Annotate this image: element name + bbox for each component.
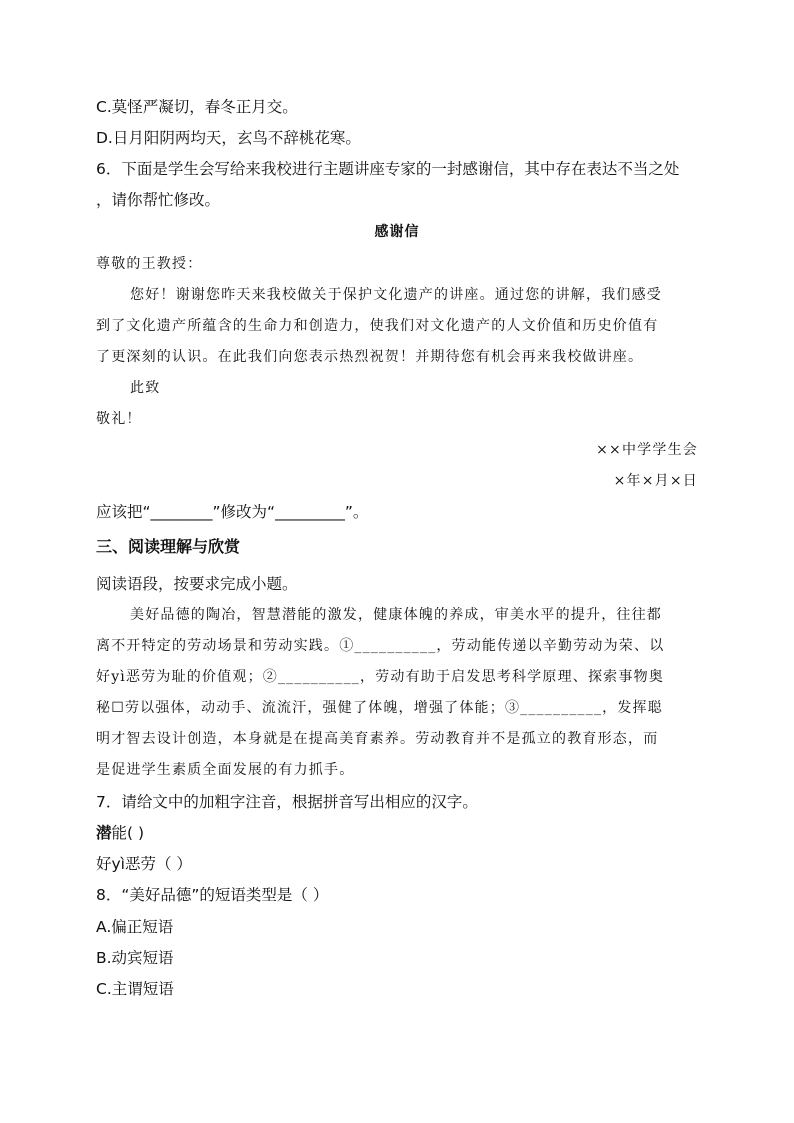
- q7-item2: 好yì恶劳（ ）: [96, 855, 192, 873]
- passage-line5: 明才智去设计创造，本身就是在提高美育素养。劳动教育并不是孤立的教育形态，而: [96, 731, 659, 747]
- letter-date: ×年×月×日: [613, 473, 698, 489]
- passage-line6: 是促进学生素质全面发展的有力抓手。: [96, 762, 355, 778]
- passage-line2: 离不开特定的劳动场景和劳动实践。①__________，劳动能传递以辛勤劳动为荣、以: [96, 638, 665, 654]
- q7-item1-bold-char: 潜: [96, 824, 112, 842]
- q8-option-a: A.偏正短语: [96, 918, 174, 936]
- letter-closing2: 敬礼！: [96, 411, 142, 427]
- q6-stem-line2: ，请你帮忙修改。: [96, 191, 221, 209]
- q6-answer-line: 应该把“________”修改为“_________”。: [96, 503, 369, 521]
- letter-signature: ××中学学生会: [596, 442, 698, 458]
- q8-option-b: B.动宾短语: [96, 949, 174, 967]
- q7-stem: 7．请给文中的加粗字注音，根据拼音写出相应的汉字。: [96, 793, 478, 811]
- q7-item1: [96, 822, 144, 844]
- letter-salutation: 尊敬的王教授：: [96, 256, 203, 272]
- q5-option-c: C.莫怪严凝切，春冬正月交。: [96, 98, 298, 116]
- q8-option-c: C.主谓短语: [96, 980, 174, 998]
- q6-stem-line1: 6．下面是学生会写给来我校进行主题讲座专家的一封感谢信，其中存在表达不当之处: [96, 160, 680, 178]
- section3-instruction: 阅读语段，按要求完成小题。: [96, 575, 298, 593]
- letter-body-line1: 您好！谢谢您昨天来我校做关于保护文化遗产的讲座。通过您的讲解，我们感受: [130, 287, 662, 303]
- passage-line4: 秘☐劳以强体，动动手、流流汗，强健了体魄，增强了体能；③__________，发挥聪: [96, 700, 663, 716]
- q5-option-d: D.日月阳阴两均天，玄鸟不辞桃花寒。: [96, 129, 361, 147]
- q7-item1-rest: 能( ): [111, 824, 145, 842]
- letter-body-line3: 了更深刻的认识。在此我们向您表示热烈祝贺！并期待您有机会再来我校做讲座。: [96, 349, 644, 365]
- section3-title: 三、阅读理解与欣赏: [96, 537, 241, 556]
- passage-line1: 美好品德的陶冶，智慧潜能的激发，健康体魄的养成，审美水平的提升，往往都: [130, 607, 662, 623]
- letter-title: 感谢信: [374, 224, 420, 240]
- passage-line3: 好yì恶劳为耻的价值观；②__________，劳动有助于启发思考科学原理、探索事物奥: [96, 669, 664, 685]
- letter-closing1: 此致: [130, 380, 161, 396]
- letter-body-line2: 到了文化遗产所蕴含的生命力和创造力，使我们对文化遗产的人文价值和历史价值有: [96, 318, 659, 334]
- q8-stem: 8．“美好品德”的短语类型是（ ）: [96, 886, 329, 904]
